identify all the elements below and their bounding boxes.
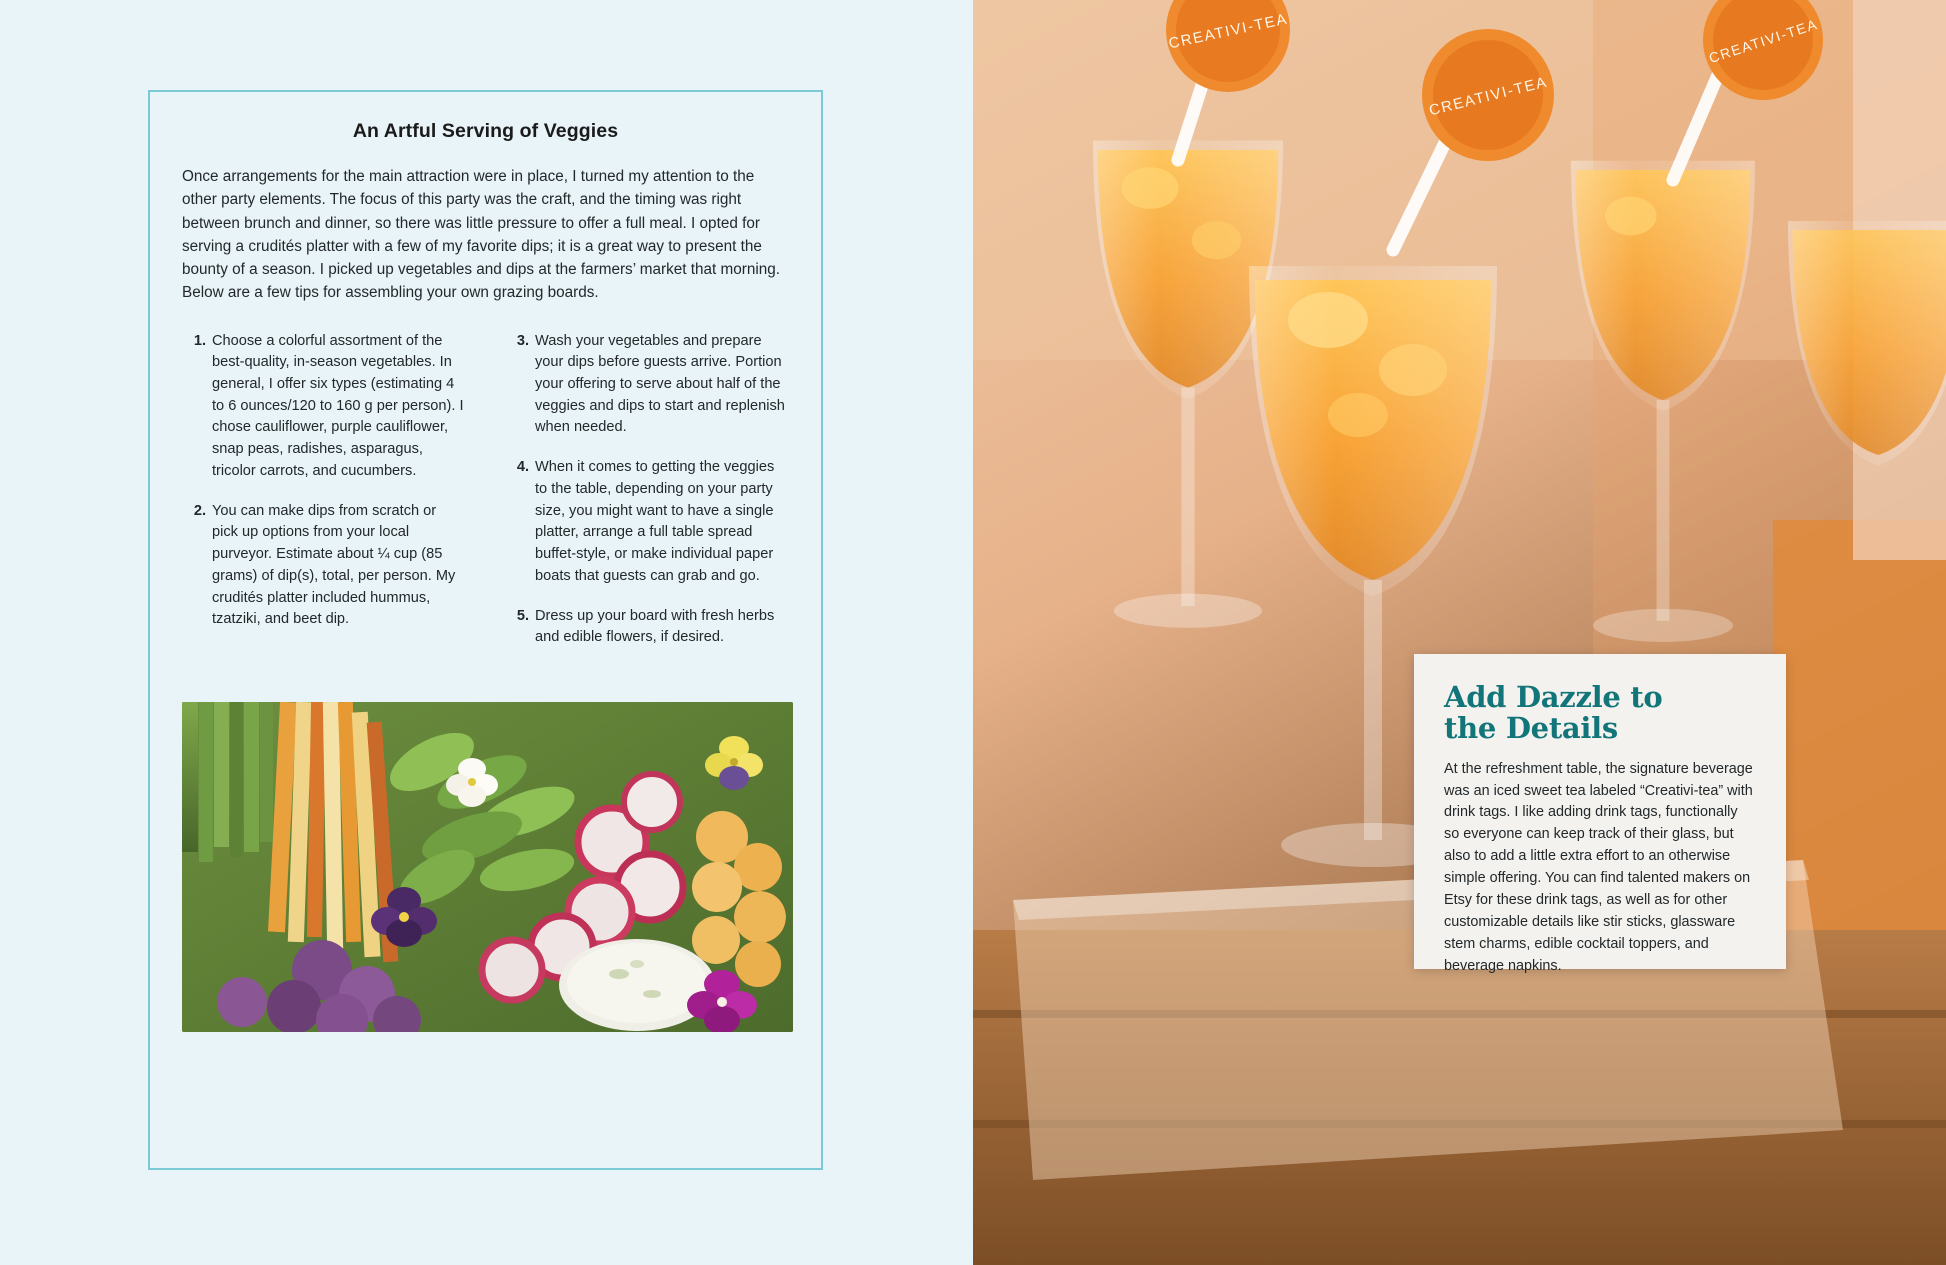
callout-title-line2: the Details: [1444, 711, 1618, 746]
callout-title-line1: Add Dazzle to: [1444, 680, 1663, 714]
svg-text:CREATIVI-TEA: CREATIVI-TEA: [1167, 10, 1290, 53]
list-item-number: 3.: [516, 332, 529, 349]
iced-tea-cocktails-photo: [973, 0, 1946, 1265]
right-page: [973, 0, 1946, 1265]
list-item-number: 1.: [193, 332, 206, 349]
list-item-text: Dress up your board with fresh herbs and edible flowers, if desired.: [535, 607, 775, 646]
tips-list-left: [182, 331, 465, 632]
tips-columns: [182, 331, 789, 668]
intro-paragraph: Once arrangements for the main attraction were in place, I turned my attention to the other party elements. The focus of this party was the craft, and the timing was right between brunch and dinner, so there was little pressure to offer a full meal. I opted for serving a crudités platter with a few of my favorite dips; it is a great way to present the bounty of a season. I picked up vegetables and dips at the farmers’ market that morning. Below are a few tips for assembling your own grazing boards.: [182, 168, 781, 302]
svg-text:CREATIVI-TEA: CREATIVI-TEA: [1706, 15, 1820, 67]
callout-card: [1414, 654, 1786, 974]
list-item-text: When it comes to getting the veggies to the table, depending on your party size, you might want to have a single platter, arrange a full table spread buffet-style, or make individual paper boats that guests can grab and go.: [535, 459, 775, 584]
list-item: [505, 606, 788, 649]
tips-panel: [148, 90, 823, 1170]
page-title: An Artful Serving of Veggies: [352, 120, 619, 142]
tips-list-right: [505, 331, 788, 650]
callout-title: [1444, 682, 1756, 745]
list-item-text: You can make dips from scratch or pick up options from your local purveyor. Estimate about ¼ cup (85 grams) of dip(s), total, per person. My crudités platter included hummus, tzatziki, and beet dip.: [212, 502, 456, 628]
list-item: [182, 501, 465, 631]
list-item-text: Wash your vegetables and prepare your dips before guests arrive. Portion your offering to serve about half of the veggies and dips to start and replenish when needed.: [535, 332, 785, 436]
list-item-number: 2.: [193, 502, 206, 519]
list-item-number: 4.: [516, 459, 529, 476]
list-item: [505, 457, 788, 587]
list-item-text: Choose a colorful assortment of the best-quality, in-season vegetables. In general, I offer six types (estimating 4 to 6 ounces/120 to 160 g per person). I chose cauliflower, purple cauliflower, snap peas, radishes, asparagus, tricolor carrots, and cucumbers.: [212, 332, 464, 479]
tips-panel-content: [182, 120, 789, 667]
svg-text:CREATIVI-TEA: CREATIVI-TEA: [1427, 73, 1550, 120]
crudites-platter-photo: [182, 702, 793, 1032]
tips-column-right: [505, 331, 788, 668]
callout-body: At the refreshment table, the signature beverage was an iced sweet tea labeled “Creativi-tea” with drink tags. I like adding drink tags, functionally so everyone can keep track of their glass, but also to add a little extra effort to an otherwise simple offering. You can find talented makers on Etsy for these drink tags, as well as for other customizable details like stir sticks, glassware stem charms, edible cocktail toppers, and beverage napkins.: [1444, 760, 1753, 974]
list-item-number: 5.: [516, 607, 529, 624]
list-item: [182, 331, 465, 483]
tips-column-left: [182, 331, 465, 668]
list-item: [505, 331, 788, 440]
